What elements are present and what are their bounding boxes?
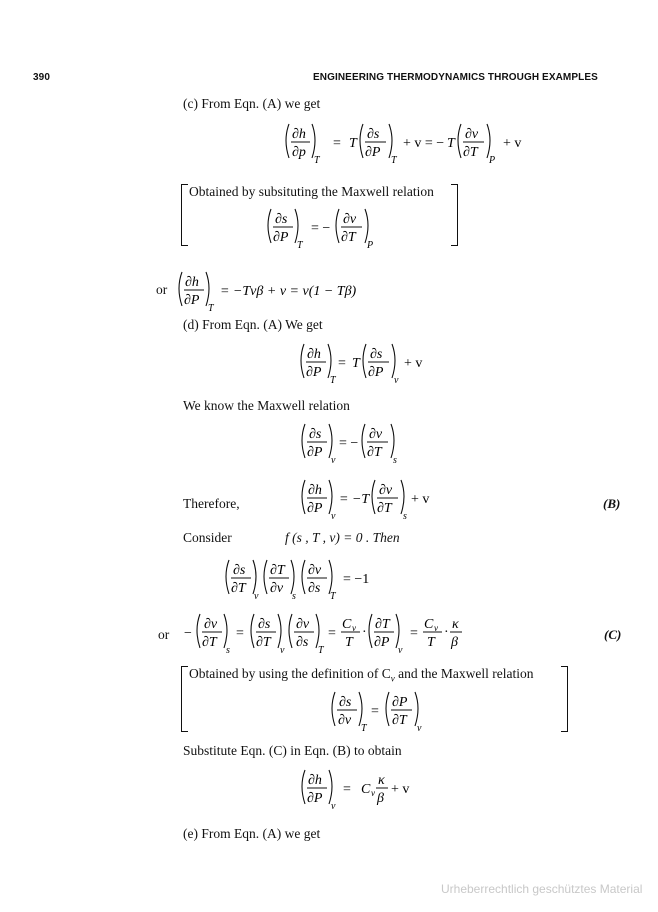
svg-text:∂P: ∂P	[374, 635, 390, 650]
svg-text:+ v: + v	[503, 136, 522, 151]
equation-10	[299, 766, 429, 820]
svg-text:T: T	[297, 240, 303, 251]
svg-text:v: v	[331, 455, 336, 466]
svg-text:=: =	[343, 782, 351, 797]
watermark: Urheberrechtlich geschütztes Material	[441, 882, 643, 896]
equation-6	[299, 476, 439, 530]
svg-text:T: T	[318, 645, 324, 656]
text-obtained-2-sub: v	[390, 673, 395, 684]
text-obtained-2	[189, 666, 533, 684]
svg-text:∂P: ∂P	[307, 501, 323, 516]
svg-text:= −: = −	[311, 221, 331, 236]
svg-text:∂p: ∂p	[292, 145, 306, 160]
equation-7-svg	[223, 556, 373, 606]
svg-text:=: =	[371, 704, 379, 719]
svg-text:∂s: ∂s	[308, 581, 321, 596]
svg-text:∂s: ∂s	[233, 563, 246, 578]
svg-text:= −Tvβ + v = v(1 − Tβ): = −Tvβ + v = v(1 − Tβ)	[220, 284, 357, 299]
svg-text:T: T	[447, 136, 455, 151]
svg-text:+ v = −: + v = −	[403, 136, 445, 151]
svg-text:∂T: ∂T	[375, 617, 390, 632]
equation-6-svg	[299, 476, 439, 526]
svg-text:=: =	[236, 626, 244, 641]
svg-text:+ v: + v	[404, 356, 423, 371]
left-bracket-1	[181, 184, 188, 246]
svg-text:∂v: ∂v	[343, 212, 357, 227]
right-bracket-2	[561, 666, 568, 732]
svg-text:C: C	[342, 617, 352, 632]
text-substitute: Substitute Eqn. (C) in Eqn. (B) to obtain	[183, 743, 402, 758]
text-d-from: (d) From Eqn. (A) We get	[183, 317, 323, 332]
svg-text:∂P: ∂P	[368, 365, 384, 380]
svg-text:∂s: ∂s	[339, 695, 352, 710]
svg-text:C: C	[361, 782, 371, 797]
equation-9	[329, 688, 449, 742]
equation-1	[283, 120, 543, 174]
text-or-1: or	[156, 282, 168, 297]
equation-10-svg	[299, 766, 429, 816]
svg-text:T: T	[330, 375, 336, 386]
svg-text:v: v	[280, 645, 285, 656]
svg-text:v: v	[254, 591, 259, 602]
text-consider: Consider	[183, 530, 232, 545]
svg-text:∂h: ∂h	[308, 483, 322, 498]
svg-text:∂T: ∂T	[463, 145, 478, 160]
svg-text:∂T: ∂T	[377, 501, 392, 516]
equation-4	[298, 340, 448, 394]
svg-text:+ v: + v	[411, 492, 430, 507]
equation-5-svg	[299, 420, 419, 470]
text-obtained-2-rest: and the Maxwell relation	[394, 666, 534, 681]
svg-text:T: T	[361, 723, 367, 734]
svg-text:∂s: ∂s	[367, 127, 380, 142]
svg-text:∂h: ∂h	[185, 275, 199, 290]
equation-3	[176, 268, 376, 322]
svg-text:C: C	[424, 617, 434, 632]
svg-text:∂v: ∂v	[204, 617, 218, 632]
svg-text:v: v	[417, 723, 422, 734]
svg-text:κ: κ	[378, 773, 385, 788]
svg-text:v: v	[352, 623, 356, 633]
equation-label-B: (B)	[603, 496, 621, 511]
svg-text:s: s	[393, 455, 397, 466]
svg-text:T: T	[427, 635, 435, 650]
svg-text:∂s: ∂s	[296, 635, 309, 650]
svg-text:∂v: ∂v	[338, 713, 352, 728]
equation-8	[184, 610, 484, 664]
svg-text:+ v: + v	[391, 782, 410, 797]
svg-text:∂s: ∂s	[275, 212, 288, 227]
svg-text:=: =	[338, 356, 346, 371]
svg-text:∂T: ∂T	[341, 230, 356, 245]
equation-1-svg	[283, 120, 543, 170]
svg-text:∂P: ∂P	[365, 145, 381, 160]
text-e-from: (e) From Eqn. (A) we get	[183, 826, 321, 841]
svg-text:T: T	[208, 303, 214, 314]
text-obtained-2-main: Obtained by using the definition of C	[189, 666, 391, 681]
svg-text:=: =	[333, 136, 341, 151]
svg-text:∂h: ∂h	[308, 773, 322, 788]
left-bracket-2	[181, 666, 188, 732]
equation-9-svg	[329, 688, 449, 738]
svg-text:∂P: ∂P	[306, 365, 322, 380]
svg-text:β: β	[377, 791, 384, 806]
text-obtained-1: Obtained by subsituting the Maxwell relation	[189, 184, 434, 199]
equation-3-svg	[176, 268, 376, 318]
equation-2	[265, 205, 395, 259]
svg-text:−: −	[184, 626, 192, 641]
svg-text:= −T: = −T	[339, 492, 370, 507]
svg-text:∂P: ∂P	[273, 230, 289, 245]
svg-text:∂v: ∂v	[270, 581, 284, 596]
equation-label-C: (C)	[604, 627, 622, 642]
text-or-2: or	[158, 627, 170, 642]
svg-text:=: =	[410, 626, 418, 641]
right-bracket-1	[451, 184, 458, 246]
svg-text:∂v: ∂v	[379, 483, 393, 498]
svg-text:P: P	[489, 155, 496, 166]
svg-text:T: T	[352, 356, 360, 371]
svg-text:∂P: ∂P	[392, 695, 408, 710]
equation-8-svg	[184, 610, 484, 660]
svg-text:T: T	[349, 136, 357, 151]
svg-text:∂T: ∂T	[202, 635, 217, 650]
svg-text:∂s: ∂s	[309, 427, 322, 442]
svg-text:= −: = −	[339, 436, 359, 451]
svg-text:∂v: ∂v	[465, 127, 479, 142]
svg-text:T: T	[314, 155, 320, 166]
svg-text:∂s: ∂s	[370, 347, 383, 362]
svg-text:v: v	[331, 511, 336, 522]
svg-text:·: ·	[362, 625, 367, 640]
equation-2-svg	[265, 205, 395, 255]
text-consider-expr: f (s , T , v) = 0 . Then	[285, 530, 400, 545]
text-we-know: We know the Maxwell relation	[183, 398, 350, 413]
equation-4-svg	[298, 340, 448, 390]
text-c-from: (c) From Eqn. (A) we get	[183, 96, 321, 111]
svg-text:∂T: ∂T	[256, 635, 271, 650]
svg-text:∂h: ∂h	[292, 127, 306, 142]
svg-text:·: ·	[444, 625, 449, 640]
equation-7	[223, 556, 373, 610]
page-number: 390	[33, 72, 50, 83]
svg-text:v: v	[331, 801, 336, 812]
svg-text:∂T: ∂T	[392, 713, 407, 728]
svg-text:κ: κ	[452, 617, 459, 632]
svg-text:=: =	[328, 626, 336, 641]
svg-text:T: T	[330, 591, 336, 602]
svg-text:∂P: ∂P	[184, 293, 200, 308]
svg-text:v: v	[398, 645, 403, 656]
svg-text:v: v	[394, 375, 399, 386]
svg-text:T: T	[391, 155, 397, 166]
text-therefore: Therefore,	[183, 496, 240, 511]
svg-text:s: s	[403, 511, 407, 522]
svg-text:∂v: ∂v	[296, 617, 310, 632]
svg-text:v: v	[371, 788, 375, 798]
svg-text:∂P: ∂P	[307, 445, 323, 460]
running-title: ENGINEERING THERMODYNAMICS THROUGH EXAMPLES	[313, 72, 598, 83]
svg-text:∂s: ∂s	[258, 617, 271, 632]
svg-text:∂T: ∂T	[270, 563, 285, 578]
svg-text:T: T	[345, 635, 353, 650]
svg-text:∂P: ∂P	[307, 791, 323, 806]
svg-text:∂v: ∂v	[369, 427, 383, 442]
svg-text:v: v	[434, 623, 438, 633]
svg-text:P: P	[367, 240, 374, 251]
svg-text:s: s	[292, 591, 296, 602]
svg-text:∂T: ∂T	[231, 581, 246, 596]
svg-text:β: β	[451, 635, 458, 650]
svg-text:∂h: ∂h	[307, 347, 321, 362]
svg-text:= −1: = −1	[343, 572, 370, 587]
equation-5	[299, 420, 419, 474]
svg-text:∂T: ∂T	[367, 445, 382, 460]
svg-text:s: s	[226, 645, 230, 656]
svg-text:∂v: ∂v	[308, 563, 322, 578]
